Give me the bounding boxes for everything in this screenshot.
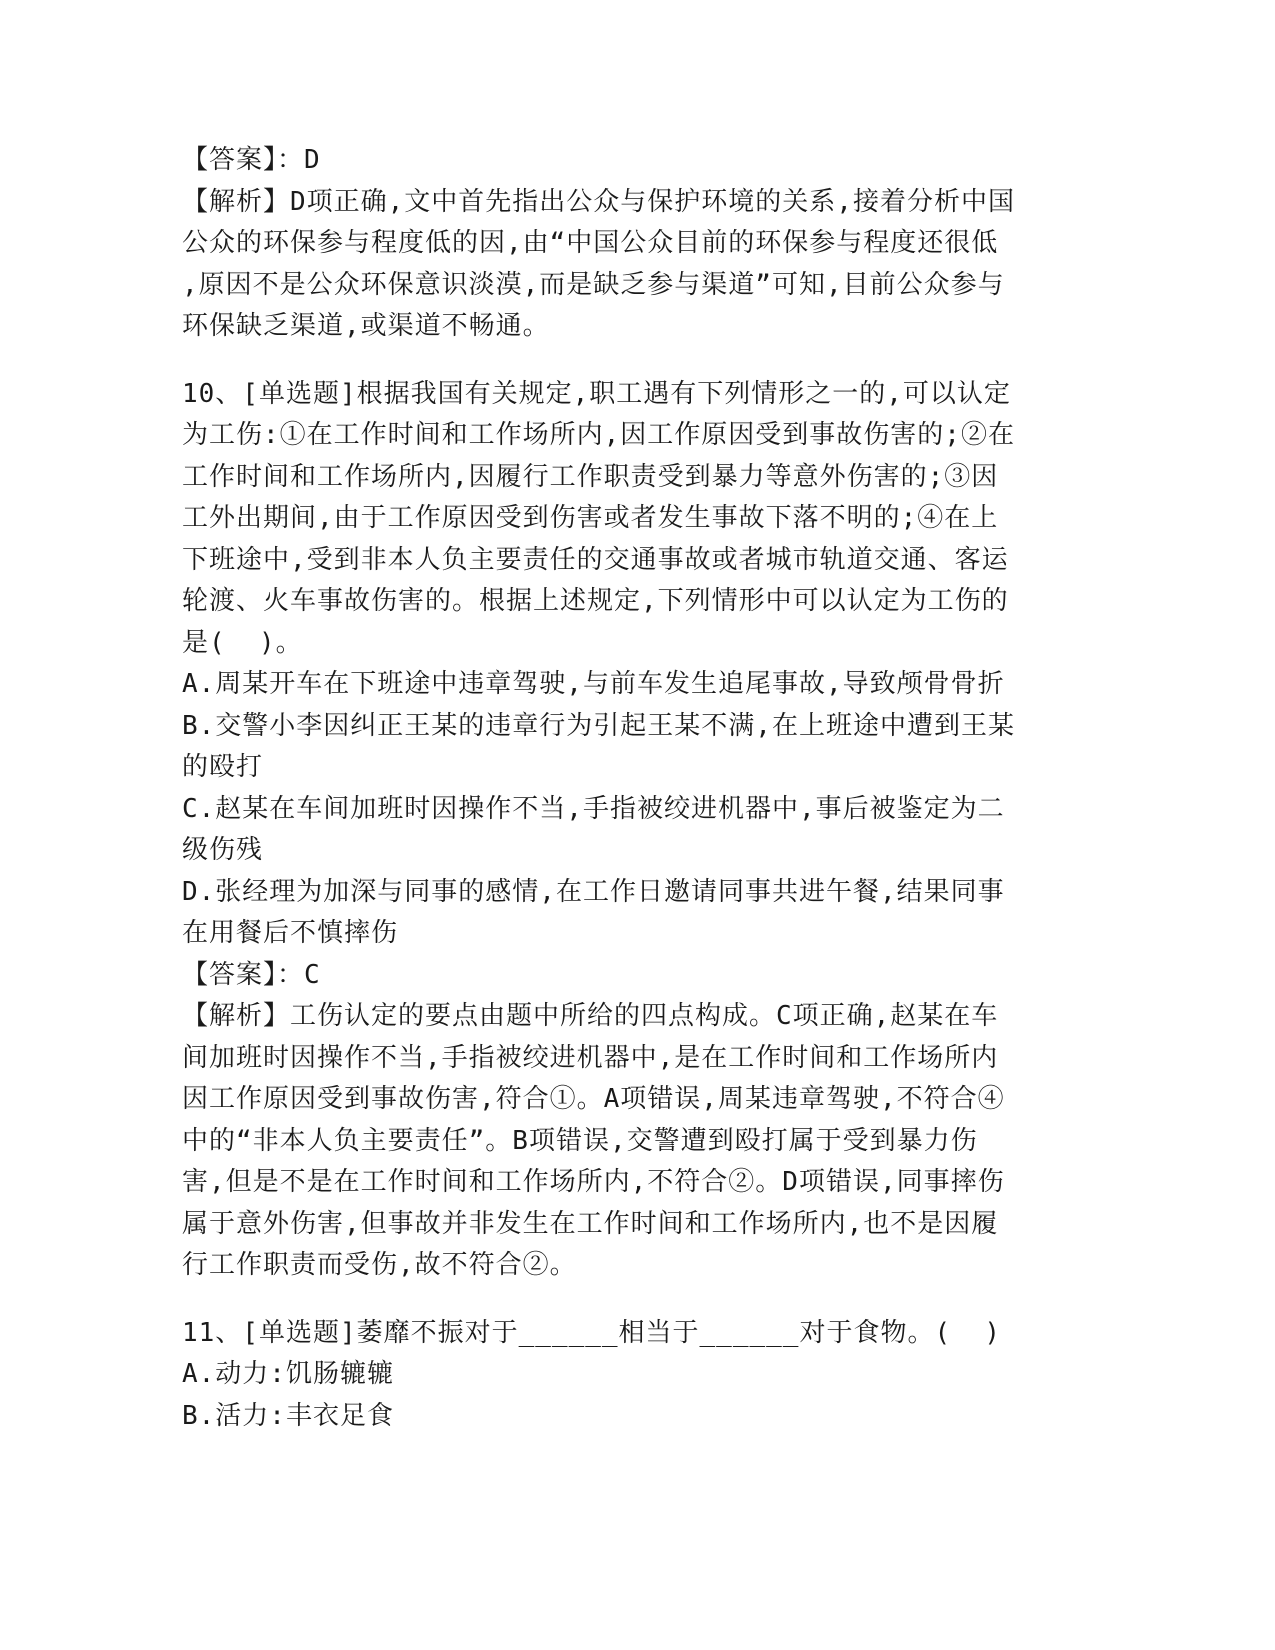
analysis-line: 公众的环保参与程度低的因,由“中国公众目前的环保参与程度还很低 bbox=[182, 228, 999, 258]
analysis-line: 属于意外伤害,但事故并非发生在工作时间和工作场所内,也不是因履 bbox=[182, 1208, 999, 1239]
question-stem-line: 轮渡、火车事故伤害的。根据上述规定,下列情形中可以认定为工伤的 bbox=[182, 586, 1009, 616]
question-stem-line: 下班途中,受到非本人负主要责任的交通事故或者城市轨道交通、客运 bbox=[182, 544, 1009, 575]
previous-question-answer bbox=[182, 140, 1032, 348]
option-line: C.赵某在车间加班时因操作不当,手指被绞进机器中,事后被鉴定为二 bbox=[182, 793, 1005, 824]
question-11 bbox=[182, 1313, 1032, 1438]
option-line: 在用餐后不慎摔伤 bbox=[182, 918, 399, 948]
analysis-line: 中的“非本人负主要责任”。B项错误,交警遭到殴打属于受到暴力伤 bbox=[182, 1125, 978, 1156]
answer-line: 【答案】：D bbox=[182, 145, 321, 175]
analysis-line: 【解析】工伤认定的要点由题中所给的四点构成。C项正确,赵某在车 bbox=[182, 1001, 999, 1031]
option-line: A.周某开车在下班途中违章驾驶,与前车发生追尾事故,导致颅骨骨折 bbox=[182, 669, 1005, 699]
answer-line: 【答案】：C bbox=[182, 959, 321, 990]
analysis-line: 害,但是不是在工作时间和工作场所内,不符合②。D项错误,同事摔伤 bbox=[182, 1167, 1005, 1197]
question-stem-line: 工外出期间,由于工作原因受到伤害或者发生事故下落不明的;④在上 bbox=[182, 503, 999, 533]
question-stem-line: 为工伤:①在工作时间和工作场所内,因工作原因受到事故伤害的;②在 bbox=[182, 420, 1015, 450]
analysis-line: 因工作原因受到事故伤害,符合①。A项错误,周某违章驾驶,不符合④ bbox=[182, 1084, 1005, 1114]
analysis-line: 环保缺乏渠道,或渠道不畅通。 bbox=[182, 311, 550, 341]
spacer bbox=[182, 1287, 1032, 1313]
option-line: 的殴打 bbox=[182, 752, 264, 782]
question-stem-line: 10、[单选题]根据我国有关规定,职工遇有下列情形之一的,可以认定 bbox=[182, 378, 1011, 409]
spacer bbox=[182, 348, 1032, 374]
question-stem-line: 工作时间和工作场所内,因履行工作职责受到暴力等意外伤害的;③因 bbox=[182, 461, 999, 492]
question-stem-line: 是( )。 bbox=[182, 627, 303, 658]
analysis-line: 间加班时因操作不当,手指被绞进机器中,是在工作时间和工作场所内 bbox=[182, 1042, 999, 1073]
question-10 bbox=[182, 374, 1032, 1287]
option-line: 级伤残 bbox=[182, 835, 264, 865]
analysis-line: ,原因不是公众环保意识淡漠,而是缺乏参与渠道”可知,目前公众参与 bbox=[182, 269, 1005, 300]
option-line: D.张经理为加深与同事的感情,在工作日邀请同事共进午餐,结果同事 bbox=[182, 876, 1005, 907]
option-line: A.动力:饥肠辘辘 bbox=[182, 1359, 394, 1389]
option-line: B.交警小李因纠正王某的违章行为引起王某不满,在上班途中遭到王某 bbox=[182, 710, 1015, 741]
option-line: B.活力:丰衣足食 bbox=[182, 1400, 394, 1431]
question-stem-line: 11、[单选题]萎靡不振对于______相当于______对于食物。( ) bbox=[182, 1317, 1002, 1348]
document-page bbox=[182, 140, 1032, 1437]
analysis-line: 行工作职责而受伤,故不符合②。 bbox=[182, 1250, 577, 1280]
analysis-line: 【解析】D项正确,文中首先指出公众与保护环境的关系,接着分析中国 bbox=[182, 186, 1015, 217]
